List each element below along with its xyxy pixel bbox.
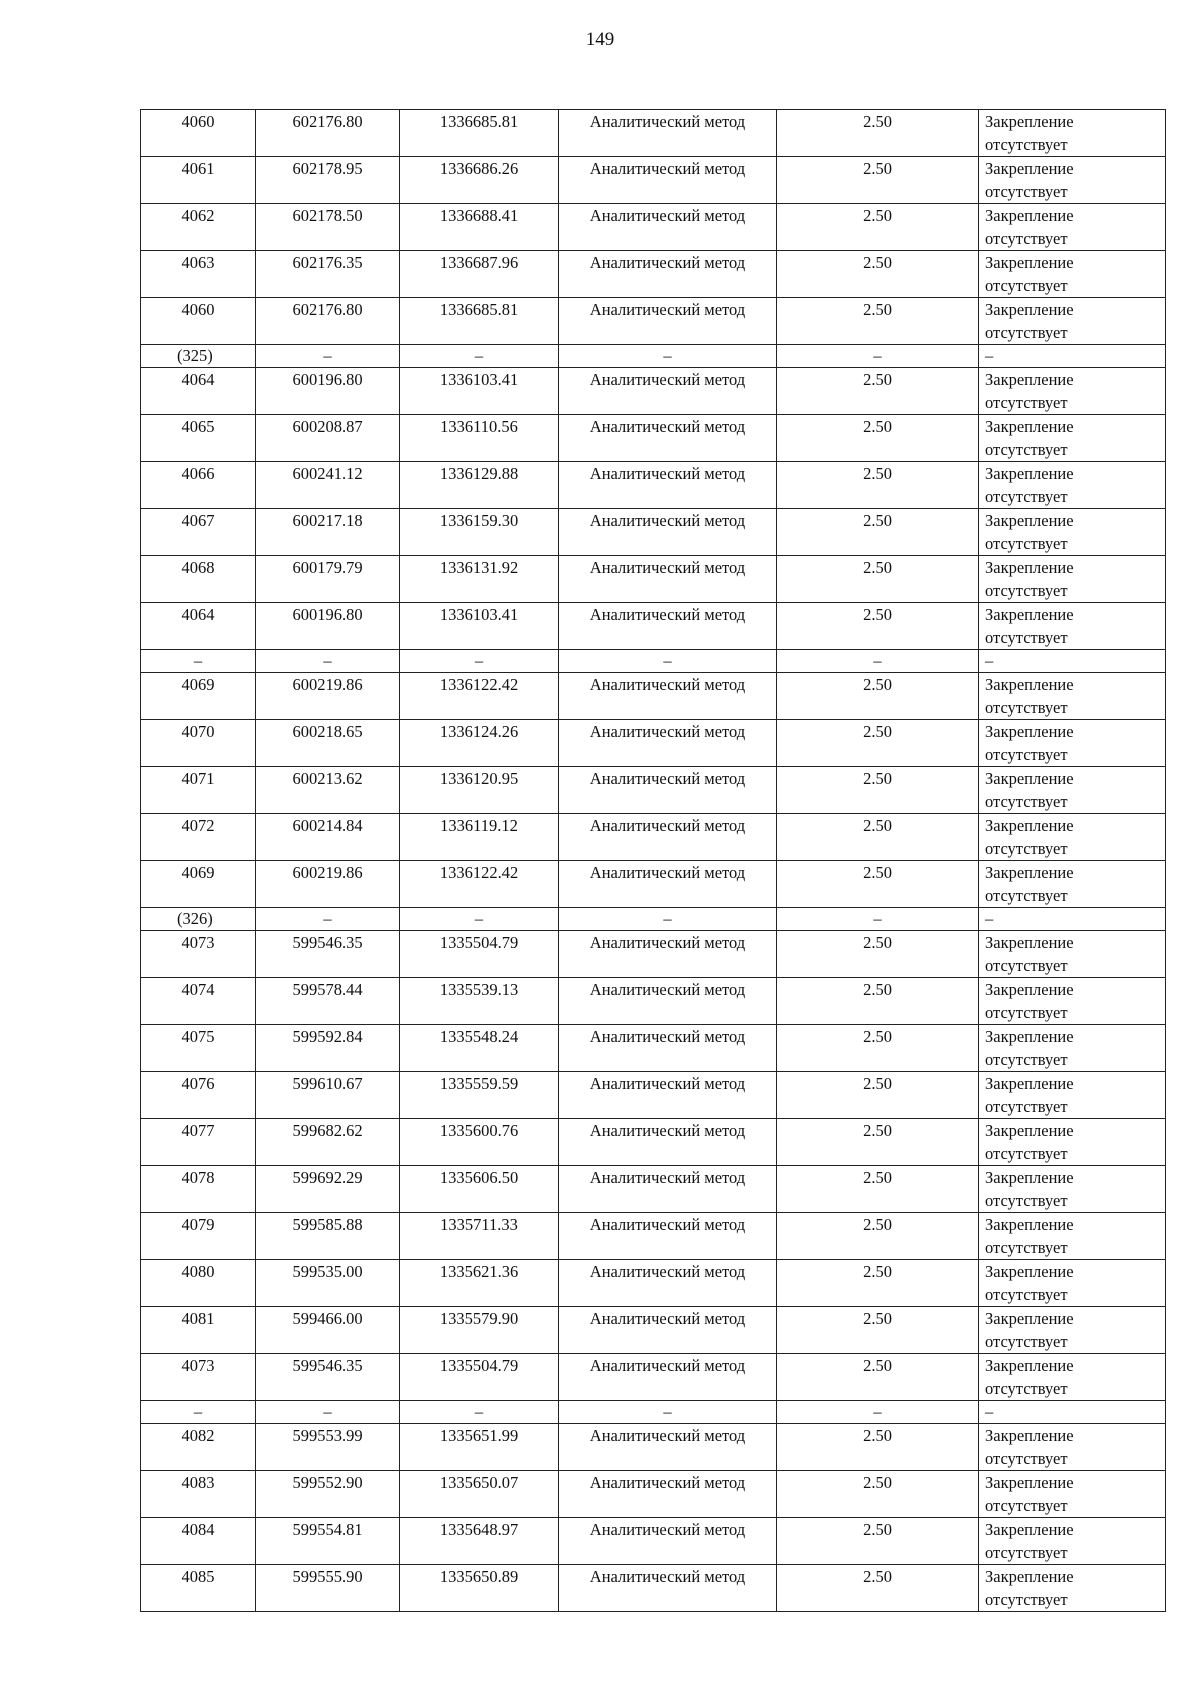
point-number-cell: 4083 — [141, 1471, 256, 1518]
x-coordinate-cell: 602178.95 — [256, 157, 400, 204]
accuracy-cell: 2.50 — [777, 720, 979, 767]
x-coordinate-cell: 599555.90 — [256, 1565, 400, 1612]
y-coordinate-cell: 1336686.26 — [400, 157, 559, 204]
y-coordinate-cell: 1336131.92 — [400, 556, 559, 603]
table-row — [141, 720, 1166, 767]
x-coordinate-cell: 600208.87 — [256, 415, 400, 462]
accuracy-cell: 2.50 — [777, 1354, 979, 1401]
accuracy-cell: – — [777, 650, 979, 673]
point-number-cell: 4085 — [141, 1565, 256, 1612]
x-coordinate-cell: 599546.35 — [256, 1354, 400, 1401]
table-row — [141, 204, 1166, 251]
contour-separator-row — [141, 1401, 1166, 1424]
method-cell: Аналитический метод — [559, 603, 777, 650]
table-row — [141, 462, 1166, 509]
method-cell: Аналитический метод — [559, 157, 777, 204]
table-row — [141, 1166, 1166, 1213]
table-row — [141, 931, 1166, 978]
method-cell: Аналитический метод — [559, 1025, 777, 1072]
accuracy-cell: 2.50 — [777, 603, 979, 650]
y-coordinate-cell: 1335711.33 — [400, 1213, 559, 1260]
coordinates-table — [140, 109, 1166, 1612]
x-coordinate-cell: 599535.00 — [256, 1260, 400, 1307]
point-number-cell: 4071 — [141, 767, 256, 814]
point-number-cell: 4078 — [141, 1166, 256, 1213]
point-number-cell: 4066 — [141, 462, 256, 509]
method-cell: Аналитический метод — [559, 931, 777, 978]
method-cell: Аналитический метод — [559, 1072, 777, 1119]
accuracy-cell: 2.50 — [777, 1025, 979, 1072]
y-coordinate-cell: 1336120.95 — [400, 767, 559, 814]
accuracy-cell: – — [777, 345, 979, 368]
table-row — [141, 298, 1166, 345]
table-row — [141, 509, 1166, 556]
method-cell: Аналитический метод — [559, 814, 777, 861]
fixing-description-cell: Закрепление отсутствует — [979, 720, 1166, 767]
fixing-description-cell: Закрепление отсутствует — [979, 1424, 1166, 1471]
y-coordinate-cell: 1336159.30 — [400, 509, 559, 556]
method-cell: Аналитический метод — [559, 1424, 777, 1471]
table-row — [141, 157, 1166, 204]
table-row — [141, 1307, 1166, 1354]
accuracy-cell: 2.50 — [777, 556, 979, 603]
fixing-description-cell: Закрепление отсутствует — [979, 1072, 1166, 1119]
point-number-cell: 4064 — [141, 603, 256, 650]
table-row — [141, 603, 1166, 650]
method-cell: Аналитический метод — [559, 509, 777, 556]
table-row — [141, 673, 1166, 720]
point-number-cell: – — [141, 650, 256, 673]
fixing-description-cell: Закрепление отсутствует — [979, 1119, 1166, 1166]
point-number-cell: 4069 — [141, 673, 256, 720]
x-coordinate-cell: 602176.35 — [256, 251, 400, 298]
method-cell: Аналитический метод — [559, 1119, 777, 1166]
method-cell: Аналитический метод — [559, 251, 777, 298]
point-number-cell: 4064 — [141, 368, 256, 415]
table-row — [141, 1354, 1166, 1401]
point-number-cell: 4061 — [141, 157, 256, 204]
fixing-description-cell: – — [979, 345, 1166, 368]
fixing-description-cell: Закрепление отсутствует — [979, 673, 1166, 720]
method-cell: Аналитический метод — [559, 204, 777, 251]
y-coordinate-cell: 1335648.97 — [400, 1518, 559, 1565]
x-coordinate-cell: 599682.62 — [256, 1119, 400, 1166]
y-coordinate-cell: 1336122.42 — [400, 861, 559, 908]
fixing-description-cell: Закрепление отсутствует — [979, 1518, 1166, 1565]
y-coordinate-cell: 1335559.59 — [400, 1072, 559, 1119]
table-row — [141, 814, 1166, 861]
fixing-description-cell: Закрепление отсутствует — [979, 1565, 1166, 1612]
method-cell: Аналитический метод — [559, 673, 777, 720]
accuracy-cell: 2.50 — [777, 673, 979, 720]
x-coordinate-cell: 600218.65 — [256, 720, 400, 767]
point-number-cell: 4079 — [141, 1213, 256, 1260]
fixing-description-cell: Закрепление отсутствует — [979, 978, 1166, 1025]
method-cell: – — [559, 650, 777, 673]
accuracy-cell: 2.50 — [777, 1213, 979, 1260]
table-row — [141, 978, 1166, 1025]
point-number-cell: – — [141, 1401, 256, 1424]
x-coordinate-cell: 600213.62 — [256, 767, 400, 814]
fixing-description-cell: Закрепление отсутствует — [979, 1471, 1166, 1518]
accuracy-cell: 2.50 — [777, 814, 979, 861]
point-number-cell: 4072 — [141, 814, 256, 861]
accuracy-cell: 2.50 — [777, 861, 979, 908]
table-row — [141, 1260, 1166, 1307]
coordinates-table-body — [141, 110, 1166, 1612]
x-coordinate-cell: 600214.84 — [256, 814, 400, 861]
y-coordinate-cell: 1335606.50 — [400, 1166, 559, 1213]
y-coordinate-cell: 1335600.76 — [400, 1119, 559, 1166]
point-number-cell: 4080 — [141, 1260, 256, 1307]
table-row — [141, 1213, 1166, 1260]
y-coordinate-cell: 1336119.12 — [400, 814, 559, 861]
y-coordinate-cell: 1336124.26 — [400, 720, 559, 767]
fixing-description-cell: Закрепление отсутствует — [979, 1354, 1166, 1401]
x-coordinate-cell: 599546.35 — [256, 931, 400, 978]
x-coordinate-cell: 602176.80 — [256, 298, 400, 345]
x-coordinate-cell: 600217.18 — [256, 509, 400, 556]
table-row — [141, 251, 1166, 298]
accuracy-cell: 2.50 — [777, 1307, 979, 1354]
y-coordinate-cell: 1335504.79 — [400, 1354, 559, 1401]
method-cell: Аналитический метод — [559, 415, 777, 462]
y-coordinate-cell: 1335651.99 — [400, 1424, 559, 1471]
point-number-cell: 4073 — [141, 931, 256, 978]
fixing-description-cell: Закрепление отсутствует — [979, 1260, 1166, 1307]
point-number-cell: 4076 — [141, 1072, 256, 1119]
point-number-cell: 4068 — [141, 556, 256, 603]
accuracy-cell: 2.50 — [777, 1471, 979, 1518]
method-cell: Аналитический метод — [559, 861, 777, 908]
y-coordinate-cell: 1336122.42 — [400, 673, 559, 720]
x-coordinate-cell: 599578.44 — [256, 978, 400, 1025]
point-number-cell: 4069 — [141, 861, 256, 908]
method-cell: Аналитический метод — [559, 1260, 777, 1307]
point-number-cell: 4062 — [141, 204, 256, 251]
y-coordinate-cell: – — [400, 345, 559, 368]
y-coordinate-cell: 1336685.81 — [400, 298, 559, 345]
y-coordinate-cell: 1335621.36 — [400, 1260, 559, 1307]
x-coordinate-cell: 600219.86 — [256, 673, 400, 720]
point-number-cell: 4067 — [141, 509, 256, 556]
accuracy-cell: 2.50 — [777, 415, 979, 462]
table-row — [141, 1025, 1166, 1072]
point-number-cell: 4084 — [141, 1518, 256, 1565]
method-cell: Аналитический метод — [559, 1354, 777, 1401]
y-coordinate-cell: – — [400, 908, 559, 931]
method-cell: Аналитический метод — [559, 1471, 777, 1518]
fixing-description-cell: Закрепление отсутствует — [979, 204, 1166, 251]
y-coordinate-cell: 1335539.13 — [400, 978, 559, 1025]
method-cell: Аналитический метод — [559, 767, 777, 814]
y-coordinate-cell: 1335579.90 — [400, 1307, 559, 1354]
table-row — [141, 556, 1166, 603]
y-coordinate-cell: 1336110.56 — [400, 415, 559, 462]
point-number-cell: 4063 — [141, 251, 256, 298]
fixing-description-cell: Закрепление отсутствует — [979, 110, 1166, 157]
method-cell: Аналитический метод — [559, 720, 777, 767]
accuracy-cell: 2.50 — [777, 251, 979, 298]
table-row — [141, 1424, 1166, 1471]
fixing-description-cell: Закрепление отсутствует — [979, 1307, 1166, 1354]
x-coordinate-cell: 600196.80 — [256, 603, 400, 650]
method-cell: – — [559, 345, 777, 368]
x-coordinate-cell: 600241.12 — [256, 462, 400, 509]
accuracy-cell: 2.50 — [777, 157, 979, 204]
fixing-description-cell: Закрепление отсутствует — [979, 298, 1166, 345]
point-number-cell: 4077 — [141, 1119, 256, 1166]
y-coordinate-cell: 1335504.79 — [400, 931, 559, 978]
contour-separator-row — [141, 908, 1166, 931]
point-number-cell: 4082 — [141, 1424, 256, 1471]
point-number-cell: 4065 — [141, 415, 256, 462]
point-number-cell: 4060 — [141, 298, 256, 345]
method-cell: Аналитический метод — [559, 1518, 777, 1565]
x-coordinate-cell: 602176.80 — [256, 110, 400, 157]
x-coordinate-cell: 599554.81 — [256, 1518, 400, 1565]
table-row — [141, 110, 1166, 157]
table-row — [141, 767, 1166, 814]
x-coordinate-cell: 600219.86 — [256, 861, 400, 908]
accuracy-cell: 2.50 — [777, 1119, 979, 1166]
accuracy-cell: 2.50 — [777, 1072, 979, 1119]
x-coordinate-cell: 599585.88 — [256, 1213, 400, 1260]
y-coordinate-cell: 1336103.41 — [400, 368, 559, 415]
fixing-description-cell: – — [979, 908, 1166, 931]
accuracy-cell: 2.50 — [777, 1424, 979, 1471]
y-coordinate-cell: 1336687.96 — [400, 251, 559, 298]
fixing-description-cell: Закрепление отсутствует — [979, 509, 1166, 556]
accuracy-cell: 2.50 — [777, 204, 979, 251]
x-coordinate-cell: 599553.99 — [256, 1424, 400, 1471]
point-number-cell: 4073 — [141, 1354, 256, 1401]
table-row — [141, 368, 1166, 415]
accuracy-cell: 2.50 — [777, 1260, 979, 1307]
fixing-description-cell: Закрепление отсутствует — [979, 462, 1166, 509]
method-cell: Аналитический метод — [559, 368, 777, 415]
table-row — [141, 861, 1166, 908]
method-cell: – — [559, 1401, 777, 1424]
fixing-description-cell: Закрепление отсутствует — [979, 1213, 1166, 1260]
point-number-cell: 4081 — [141, 1307, 256, 1354]
x-coordinate-cell: 599552.90 — [256, 1471, 400, 1518]
table-row — [141, 1072, 1166, 1119]
fixing-description-cell: Закрепление отсутствует — [979, 814, 1166, 861]
accuracy-cell: 2.50 — [777, 110, 979, 157]
accuracy-cell: 2.50 — [777, 298, 979, 345]
fixing-description-cell: Закрепление отсутствует — [979, 415, 1166, 462]
x-coordinate-cell: 599592.84 — [256, 1025, 400, 1072]
y-coordinate-cell: 1336103.41 — [400, 603, 559, 650]
method-cell: Аналитический метод — [559, 1166, 777, 1213]
y-coordinate-cell: 1335650.89 — [400, 1565, 559, 1612]
contour-separator-row — [141, 650, 1166, 673]
y-coordinate-cell: 1336129.88 — [400, 462, 559, 509]
contour-separator-row — [141, 345, 1166, 368]
y-coordinate-cell: 1335650.07 — [400, 1471, 559, 1518]
x-coordinate-cell: 602178.50 — [256, 204, 400, 251]
fixing-description-cell: Закрепление отсутствует — [979, 931, 1166, 978]
fixing-description-cell: Закрепление отсутствует — [979, 603, 1166, 650]
y-coordinate-cell: 1336685.81 — [400, 110, 559, 157]
x-coordinate-cell: 599466.00 — [256, 1307, 400, 1354]
point-number-cell: 4075 — [141, 1025, 256, 1072]
y-coordinate-cell: 1335548.24 — [400, 1025, 559, 1072]
y-coordinate-cell: – — [400, 650, 559, 673]
method-cell: Аналитический метод — [559, 1565, 777, 1612]
method-cell: Аналитический метод — [559, 298, 777, 345]
x-coordinate-cell: – — [256, 650, 400, 673]
table-row — [141, 1565, 1166, 1612]
fixing-description-cell: Закрепление отсутствует — [979, 368, 1166, 415]
accuracy-cell: – — [777, 1401, 979, 1424]
fixing-description-cell: Закрепление отсутствует — [979, 767, 1166, 814]
method-cell: Аналитический метод — [559, 110, 777, 157]
x-coordinate-cell: 599692.29 — [256, 1166, 400, 1213]
table-row — [141, 1119, 1166, 1166]
fixing-description-cell: – — [979, 650, 1166, 673]
fixing-description-cell: Закрепление отсутствует — [979, 1166, 1166, 1213]
x-coordinate-cell: 600179.79 — [256, 556, 400, 603]
fixing-description-cell: Закрепление отсутствует — [979, 251, 1166, 298]
accuracy-cell: 2.50 — [777, 1518, 979, 1565]
point-number-cell: (325) — [141, 345, 256, 368]
accuracy-cell: 2.50 — [777, 767, 979, 814]
method-cell: Аналитический метод — [559, 462, 777, 509]
point-number-cell: (326) — [141, 908, 256, 931]
method-cell: Аналитический метод — [559, 978, 777, 1025]
x-coordinate-cell: 600196.80 — [256, 368, 400, 415]
table-row — [141, 1518, 1166, 1565]
point-number-cell: 4060 — [141, 110, 256, 157]
accuracy-cell: 2.50 — [777, 368, 979, 415]
accuracy-cell: 2.50 — [777, 931, 979, 978]
method-cell: Аналитический метод — [559, 556, 777, 603]
x-coordinate-cell: – — [256, 345, 400, 368]
table-row — [141, 1471, 1166, 1518]
point-number-cell: 4074 — [141, 978, 256, 1025]
x-coordinate-cell: 599610.67 — [256, 1072, 400, 1119]
y-coordinate-cell: 1336688.41 — [400, 204, 559, 251]
fixing-description-cell: Закрепление отсутствует — [979, 556, 1166, 603]
accuracy-cell: 2.50 — [777, 462, 979, 509]
x-coordinate-cell: – — [256, 908, 400, 931]
point-number-cell: 4070 — [141, 720, 256, 767]
accuracy-cell: 2.50 — [777, 509, 979, 556]
y-coordinate-cell: – — [400, 1401, 559, 1424]
x-coordinate-cell: – — [256, 1401, 400, 1424]
page-number: 149 — [585, 29, 615, 50]
fixing-description-cell: Закрепление отсутствует — [979, 157, 1166, 204]
fixing-description-cell: Закрепление отсутствует — [979, 1025, 1166, 1072]
accuracy-cell: 2.50 — [777, 1166, 979, 1213]
method-cell: Аналитический метод — [559, 1307, 777, 1354]
accuracy-cell: 2.50 — [777, 1565, 979, 1612]
accuracy-cell: 2.50 — [777, 978, 979, 1025]
method-cell: Аналитический метод — [559, 1213, 777, 1260]
fixing-description-cell: Закрепление отсутствует — [979, 861, 1166, 908]
accuracy-cell: – — [777, 908, 979, 931]
method-cell: – — [559, 908, 777, 931]
fixing-description-cell: – — [979, 1401, 1166, 1424]
table-row — [141, 415, 1166, 462]
